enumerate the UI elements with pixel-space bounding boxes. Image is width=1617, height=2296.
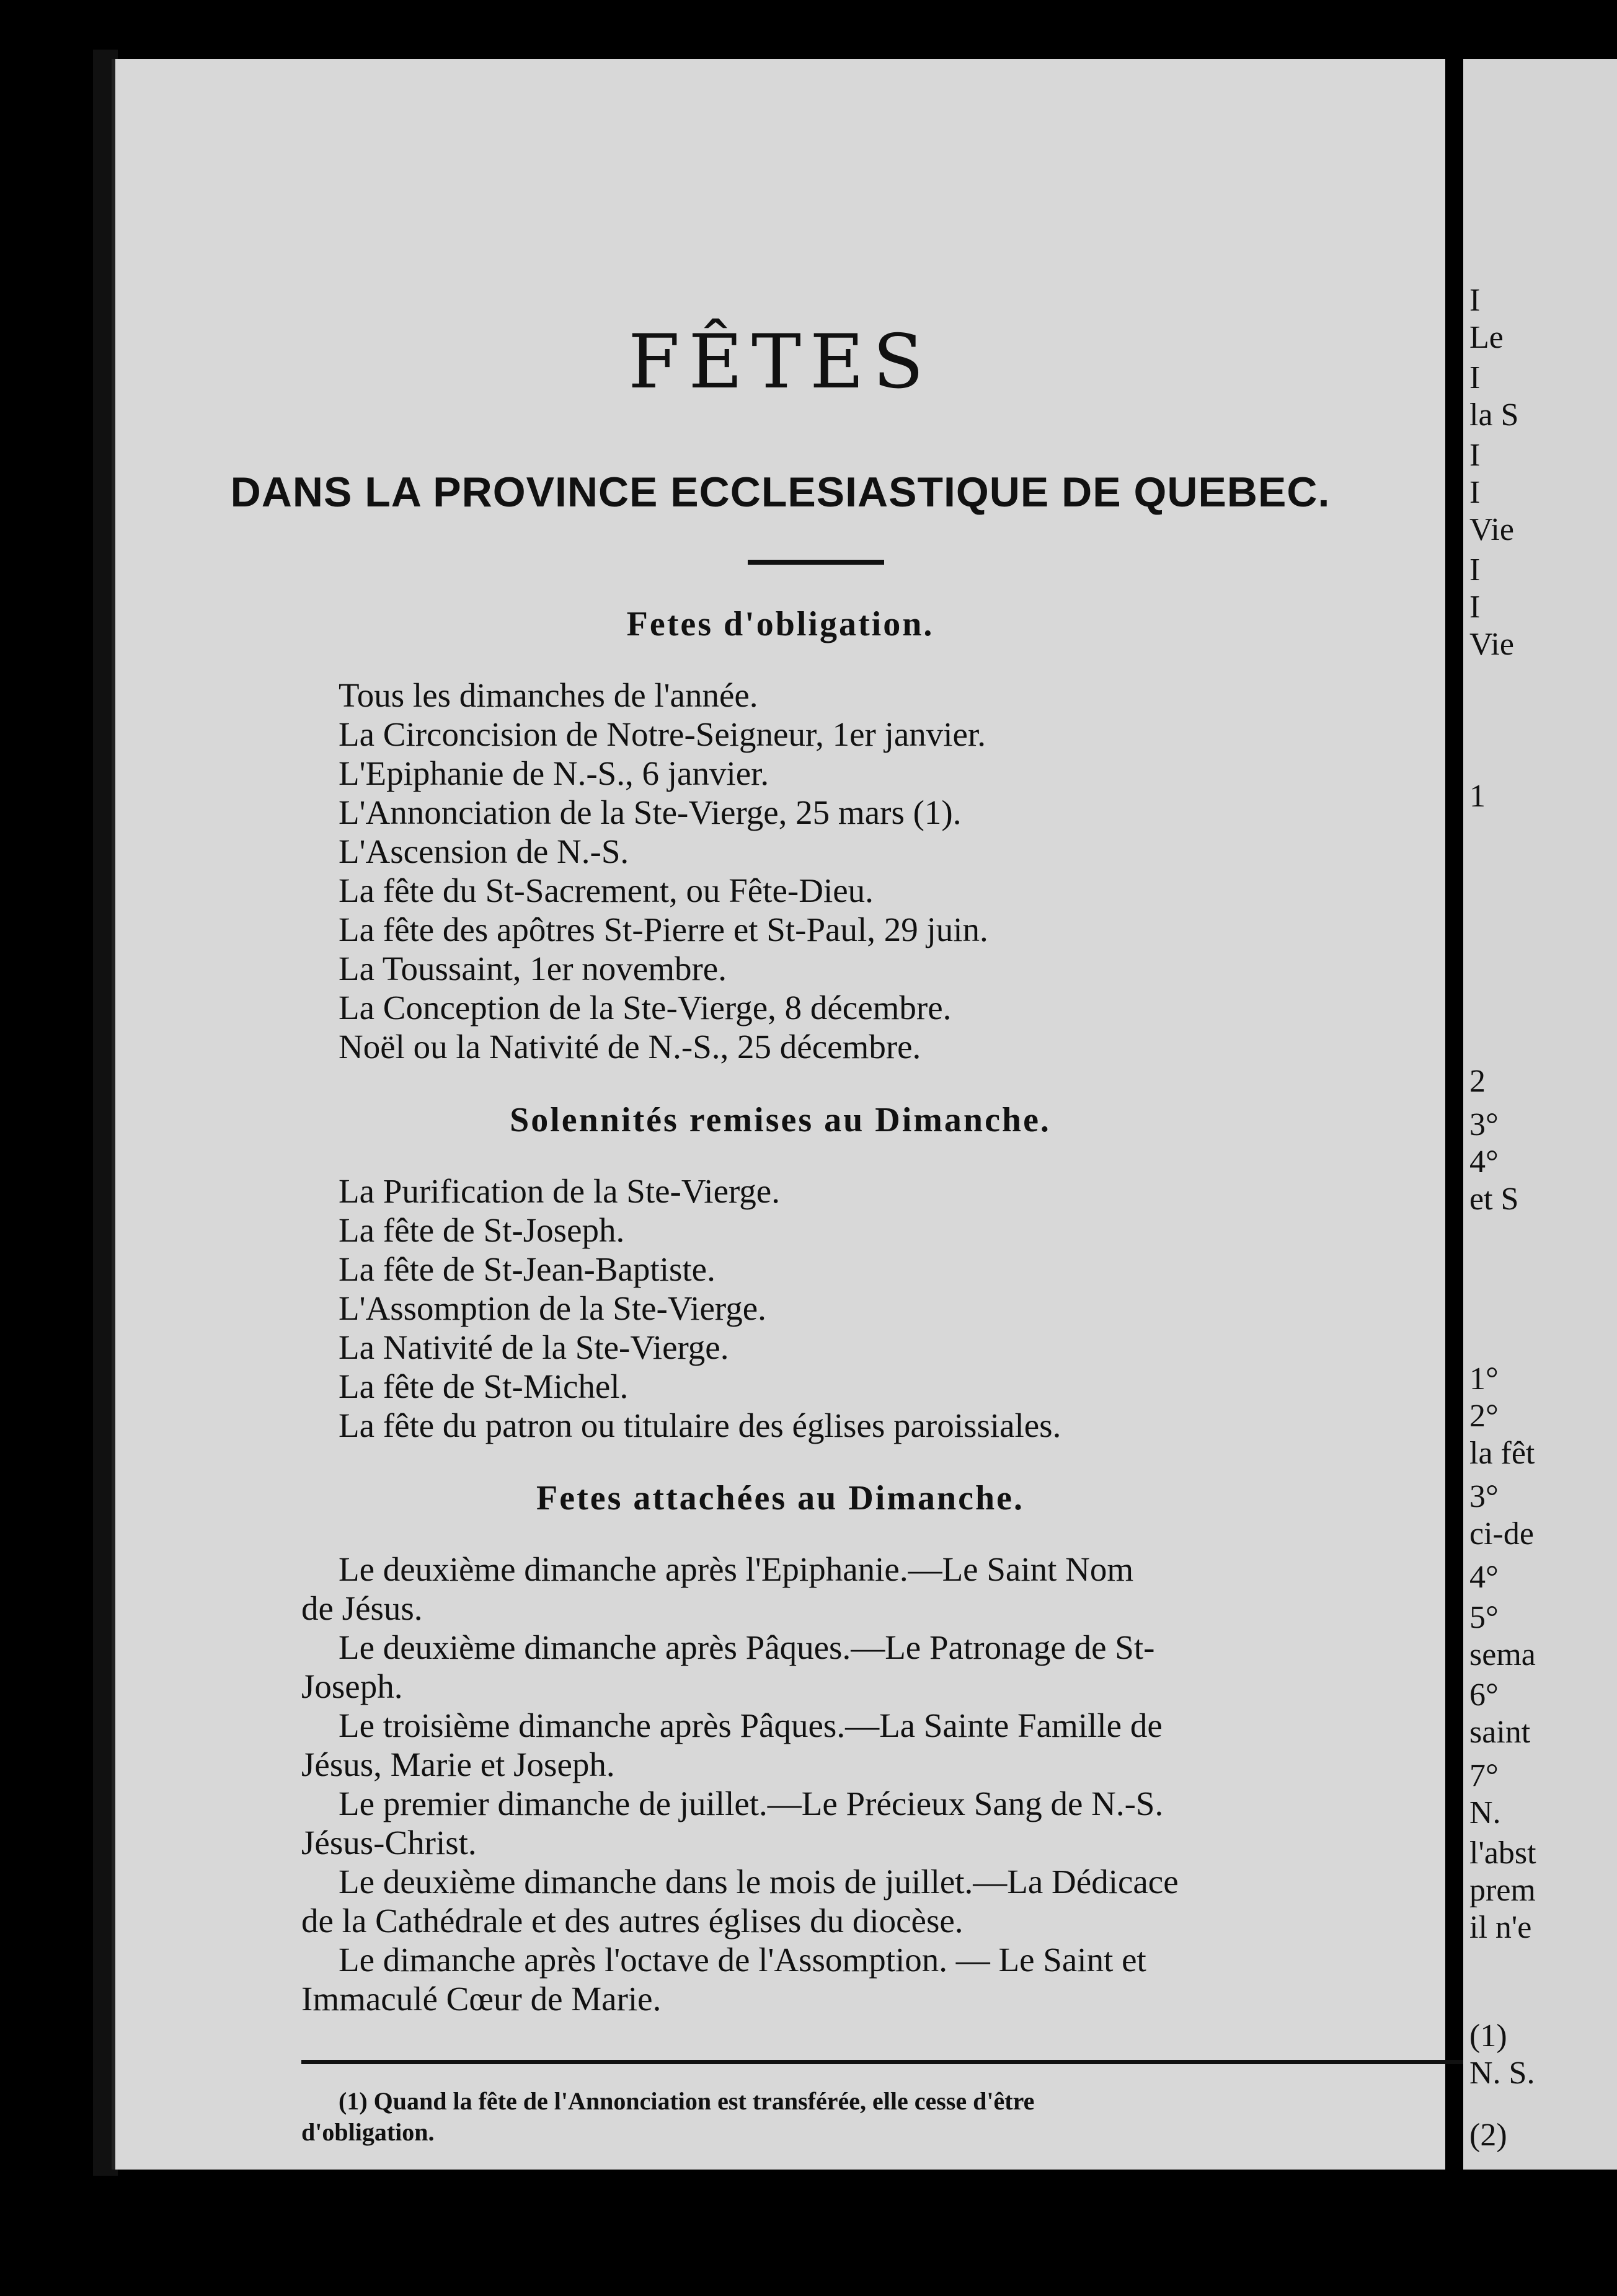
paragraph-continuation: Immaculé Cœur de Marie. bbox=[301, 1980, 662, 2018]
list-item: La Circoncision de Notre-Seigneur, 1er janvier. bbox=[339, 715, 986, 753]
footnote-divider bbox=[301, 2060, 1467, 2064]
list-item: La fête de St-Jean-Baptiste. bbox=[339, 1250, 715, 1288]
fragment-text: I bbox=[1469, 438, 1481, 473]
title-divider bbox=[748, 560, 884, 565]
list-item: La fête de St-Michel. bbox=[339, 1367, 629, 1405]
paragraph-continuation: de Jésus. bbox=[301, 1589, 423, 1627]
fragment-text: l'abst bbox=[1469, 1835, 1536, 1871]
obligation-list bbox=[339, 676, 988, 1066]
fragment-text: I bbox=[1469, 475, 1481, 510]
fragment-text: 1 bbox=[1469, 779, 1486, 814]
fragment-text: (1) bbox=[1469, 2018, 1507, 2054]
right-page-fragment bbox=[1463, 59, 1617, 2170]
fragment-text: 3° bbox=[1469, 1107, 1499, 1142]
fragment-text: 7° bbox=[1469, 1758, 1499, 1793]
page-subtitle: DANS LA PROVINCE ECCLESIASTIQUE DE QUEBEC. bbox=[230, 469, 1331, 516]
fragment-text: 3° bbox=[1469, 1479, 1499, 1514]
fragment-text: Vie bbox=[1469, 627, 1514, 662]
fragment-text: Vie bbox=[1469, 512, 1514, 547]
section-heading-solennites: Solennités remises au Dimanche. bbox=[510, 1101, 1051, 1139]
paragraph-line: Le troisième dimanche après Pâques.—La Sainte Famille de bbox=[339, 1707, 1163, 1744]
paragraph-continuation: Jésus-Christ. bbox=[301, 1824, 477, 1861]
paragraph-line: Le deuxième dimanche dans le mois de juillet.—La Dédicace bbox=[339, 1863, 1179, 1901]
paragraph-line: Le premier dimanche de juillet.—Le Précieux Sang de N.-S. bbox=[339, 1785, 1164, 1822]
fragment-text: 2° bbox=[1469, 1398, 1499, 1434]
list-item: La Nativité de la Ste-Vierge. bbox=[339, 1328, 729, 1366]
fragment-text: I bbox=[1469, 552, 1481, 588]
feast-paragraph bbox=[301, 1628, 1479, 1706]
list-item: Noël ou la Nativité de N.-S., 25 décembre. bbox=[339, 1028, 921, 1066]
fragment-text: et S bbox=[1469, 1181, 1519, 1217]
list-item: La Conception de la Ste-Vierge, 8 décembre. bbox=[339, 989, 952, 1027]
feast-paragraph bbox=[301, 1940, 1479, 2018]
list-item: La Purification de la Ste-Vierge. bbox=[339, 1172, 780, 1210]
fragment-text: I bbox=[1469, 283, 1481, 318]
list-item: L'Epiphanie de N.-S., 6 janvier. bbox=[339, 754, 769, 792]
feast-paragraph bbox=[301, 1550, 1479, 1628]
fragment-text: sema bbox=[1469, 1637, 1536, 1672]
fragment-text: I bbox=[1469, 360, 1481, 395]
list-item: Tous les dimanches de l'année. bbox=[339, 676, 758, 714]
fragment-text: Le bbox=[1469, 320, 1504, 355]
paragraph-continuation: de la Cathédrale et des autres églises du diocèse. bbox=[301, 1902, 964, 1940]
fragment-text: (2) bbox=[1469, 2117, 1507, 2153]
list-item: L'Assomption de la Ste-Vierge. bbox=[339, 1289, 766, 1327]
fragment-text: 5° bbox=[1469, 1600, 1499, 1635]
fragment-text: saint bbox=[1469, 1715, 1531, 1750]
footnote-continuation: d'obligation. bbox=[301, 2118, 435, 2146]
list-item: La Toussaint, 1er novembre. bbox=[339, 950, 727, 987]
fragment-text: N. bbox=[1469, 1795, 1501, 1830]
fragment-text: 4° bbox=[1469, 1144, 1499, 1180]
paragraph-line: Le deuxième dimanche après l'Epiphanie.—Le Saint Nom bbox=[339, 1550, 1134, 1588]
fragment-text: I bbox=[1469, 589, 1481, 625]
fragment-text: la fêt bbox=[1469, 1436, 1535, 1471]
fragment-text: la S bbox=[1469, 397, 1519, 433]
list-item: La fête du patron ou titulaire des églises paroissiales. bbox=[339, 1406, 1061, 1444]
section-heading-attachees: Fetes attachées au Dimanche. bbox=[536, 1479, 1024, 1517]
feast-paragraph bbox=[301, 1706, 1479, 1784]
footnote-line: (1) Quand la fête de l'Annonciation est transférée, elle cesse d'être bbox=[339, 2087, 1035, 2115]
fragment-text: N. S. bbox=[1469, 2055, 1535, 2091]
fragment-text: ci-de bbox=[1469, 1516, 1534, 1552]
footnote bbox=[301, 2086, 1467, 2148]
fragment-text: 1° bbox=[1469, 1361, 1499, 1397]
list-item: La fête des apôtres St-Pierre et St-Paul, 29 juin. bbox=[339, 911, 988, 948]
section-heading-obligation: Fetes d'obligation. bbox=[626, 605, 934, 643]
fragment-text: il n'e bbox=[1469, 1910, 1532, 1945]
paragraph-line: Le deuxième dimanche après Pâques.—Le Patronage de St- bbox=[339, 1628, 1155, 1666]
fragment-text: 4° bbox=[1469, 1560, 1499, 1595]
fragment-text: 6° bbox=[1469, 1677, 1499, 1713]
list-item: L'Ascension de N.-S. bbox=[339, 832, 629, 870]
solennites-list bbox=[339, 1172, 1061, 1445]
paragraph-continuation: Joseph. bbox=[301, 1667, 403, 1705]
list-item: L'Annonciation de la Ste-Vierge, 25 mars (1). bbox=[339, 793, 962, 831]
page-title: FÊTES bbox=[628, 319, 933, 405]
paragraph-line: Le dimanche après l'octave de l'Assomption. — Le Saint et bbox=[339, 1941, 1146, 1979]
feast-paragraph bbox=[301, 1862, 1479, 1940]
paragraph-continuation: Jésus, Marie et Joseph. bbox=[301, 1746, 615, 1783]
fragment-text: 2 bbox=[1469, 1064, 1486, 1099]
list-item: La fête de St-Joseph. bbox=[339, 1211, 625, 1249]
feast-paragraph bbox=[301, 1784, 1479, 1862]
left-page bbox=[112, 59, 1445, 2170]
fragment-text: prem bbox=[1469, 1873, 1536, 1908]
list-item: La fête du St-Sacrement, ou Fête-Dieu. bbox=[339, 872, 874, 909]
